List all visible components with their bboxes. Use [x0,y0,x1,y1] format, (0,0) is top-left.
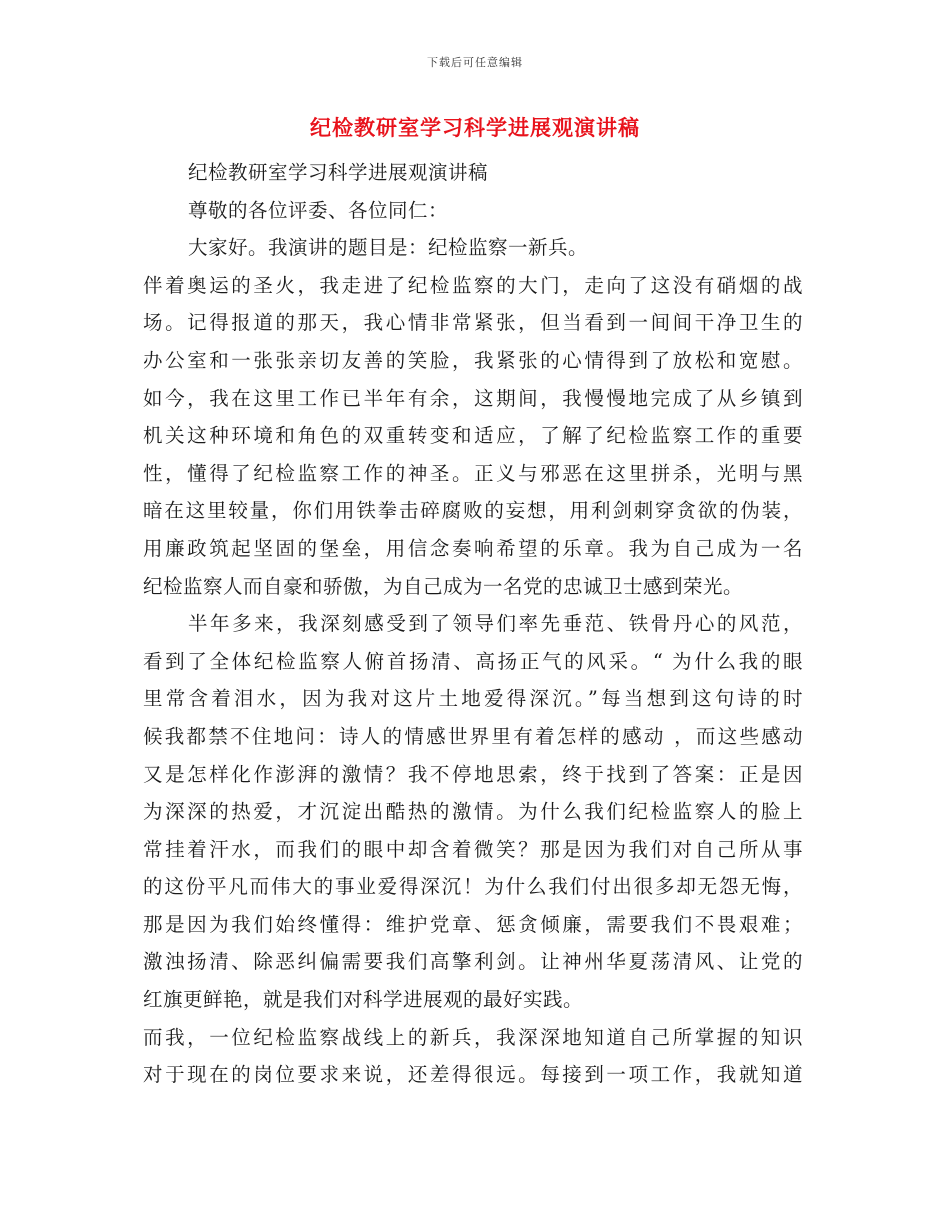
text-line: 常挂着汗水，而我们的眼中却含着微笑？那是因为我们对自己所从事 [143,837,803,861]
text-line: 如今，我在这里工作已半年有余，这期间，我慢慢地完成了从乡镇到 [143,386,803,410]
text-line: 里常含着泪水，因为我对这片土地爱得深沉。”每当想到这句诗的时 [143,687,803,711]
text-line: 看到了全体纪检监察人俯首扬清、高扬正气的风采。“ 为什么我的眼 [143,649,803,673]
text-line: 而我，一位纪检监察战线上的新兵，我深深地知道自己所掌握的知识 [143,1025,803,1049]
document-title: 纪检教研室学习科学进展观演讲稿 [310,115,640,140]
text-line: 性，懂得了纪检监察工作的神圣。正义与邪恶在这里拼杀，光明与黑 [143,461,803,485]
text-line: 纪检监察人而自豪和骄傲，为自己成为一名党的忠诚卫士感到荣光。 [143,574,744,598]
text-line: 机关这种环境和角色的双重转变和适应，了解了纪检监察工作的重要 [143,424,803,448]
text-line: 的这份平凡而伟大的事业爱得深沉！为什么我们付出很多却无怨无悔， [143,875,803,899]
header-note: 下载后可任意编辑 [427,56,523,69]
text-line: 大家好。我演讲的题目是：纪检监察一新兵。 [188,236,589,260]
body-text [143,154,803,1094]
text-line: 尊敬的各位评委、各位同仁： [188,198,449,222]
text-line: 纪检教研室学习科学进展观演讲稿 [188,161,489,184]
text-line: 暗在这里较量，你们用铁拳击碎腐败的妄想，用利剑刺穿贪欲的伪装， [143,499,803,523]
text-line: 办公室和一张张亲切友善的笑脸，我紧张的心情得到了放松和宽慰。 [143,348,803,372]
text-line: 半年多来，我深刻感受到了领导们率先垂范、铁骨丹心的风范， [188,612,803,636]
text-line: 又是怎样化作澎湃的激情？我不停地思索，终于找到了答案：正是因 [143,762,803,786]
text-line: 伴着奥运的圣火，我走进了纪检监察的大门，走向了这没有硝烟的战 [143,273,803,297]
text-line: 激浊扬清、除恶纠偏需要我们高擎利剑。让神州华夏荡清风、让党的 [143,950,803,974]
text-line: 场。记得报道的那天，我心情非常紧张，但当看到一间间干净卫生的 [143,311,803,335]
text-line: 对于现在的岗位要求来说，还差得很远。每接到一项工作，我就知道 [143,1063,803,1087]
text-line: 为深深的热爱，才沉淀出酷热的激情。为什么我们纪检监察人的脸上 [143,800,803,824]
text-line: 候我都禁不住地问：诗人的情感世界里有着怎样的感动 ，而这些感动 [143,724,803,748]
text-line: 红旗更鲜艳，就是我们对科学进展观的最好实践。 [143,988,584,1012]
text-line: 那是因为我们始终懂得：维护党章、惩贪倾廉，需要我们不畏艰难； [143,912,803,936]
text-line: 用廉政筑起坚固的堡垒，用信念奏响希望的乐章。我为自己成为一名 [143,536,803,560]
